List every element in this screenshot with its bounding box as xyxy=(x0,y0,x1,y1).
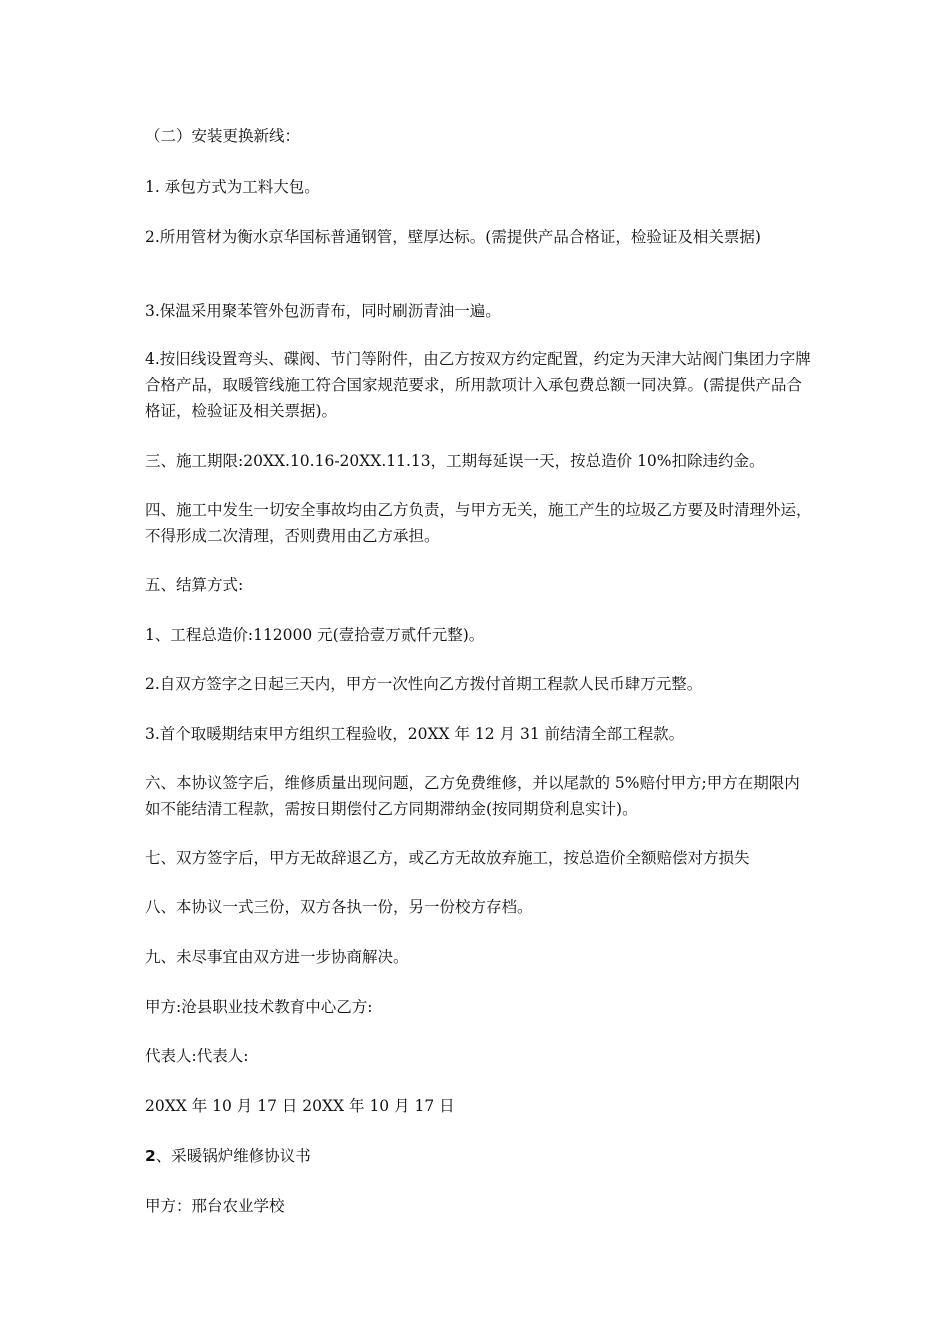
paragraph-copies: 八、本协议一式三份，双方各执一份，另一份校方存档。 xyxy=(145,898,533,916)
paragraph-construction-period: 三、施工期限:20XX.10.16-20XX.11.13，工期每延误一天，按总造价 10%扣除违约金。 xyxy=(145,452,765,470)
paragraph-final-payment: 3.首个取暖期结束甲方组织工程验收，20XX 年 12 月 31 前结清全部工程款。 xyxy=(145,725,685,743)
paragraph-safety: 四、施工中发生一切安全事故均由乙方负责，与甲方无关，施工产生的垃圾乙方要及时清理外运，不得形成二次清理，否则费用由乙方承担。 xyxy=(145,501,812,545)
paragraph-misc: 九、未尽事宜由双方进一步协商解决。 xyxy=(145,948,409,966)
section-2-title-text: 、采暖锅炉维修协议书 xyxy=(155,1147,311,1165)
signature-representatives: 代表人:代表人: xyxy=(145,1047,249,1065)
paragraph-settlement-heading: 五、结算方式: xyxy=(145,576,244,594)
paragraph-item-4: 4.按旧线设置弯头、碟阀、节门等附件，由乙方按双方约定配置，约定为天津大站阀门集团力字牌合格产品，取暖管线施工符合国家规范要求，所用款项计入承包费总额一同决算。(需提供产品合格证，检验证及相关票据)。 xyxy=(145,350,811,420)
party-a-line: 甲方：邢台农业学校 xyxy=(145,1197,285,1215)
paragraph-total-price: 1、工程总造价:112000 元(壹拾壹万贰仟元整)。 xyxy=(145,626,485,644)
paragraph-breach: 七、双方签字后，甲方无故辞退乙方，或乙方无故放弃施工，按总造价全额赔偿对方损失 xyxy=(145,849,750,867)
paragraph-item-3: 3.保温采用聚苯管外包沥青布，同时刷沥青油一遍。 xyxy=(145,302,501,320)
signature-dates: 20XX 年 10 月 17 日 20XX 年 10 月 17 日 xyxy=(145,1097,455,1115)
signature-parties: 甲方:沧县职业技术教育中心乙方: xyxy=(145,998,373,1016)
paragraph-section-2-heading: （二）安装更换新线： xyxy=(145,127,301,145)
paragraph-item-2: 2.所用管材为衡水京华国标普通钢管，壁厚达标。(需提供产品合格证，检验证及相关票据) xyxy=(145,228,761,246)
paragraph-first-payment: 2.自双方签字之日起三天内，甲方一次性向乙方拨付首期工程款人民币肆万元整。 xyxy=(145,675,703,693)
section-2-title xyxy=(145,1143,815,1169)
section-2-number: 2 xyxy=(145,1147,156,1165)
paragraph-warranty: 六、本协议签字后，维修质量出现问题，乙方免费维修，并以尾款的 5%赔付甲方;甲方在期限内如不能结清工程款，需按日期偿付乙方同期滞纳金(按同期贷利息实计)。 xyxy=(145,774,800,818)
paragraph-item-1: 1. 承包方式为工料大包。 xyxy=(145,178,320,196)
